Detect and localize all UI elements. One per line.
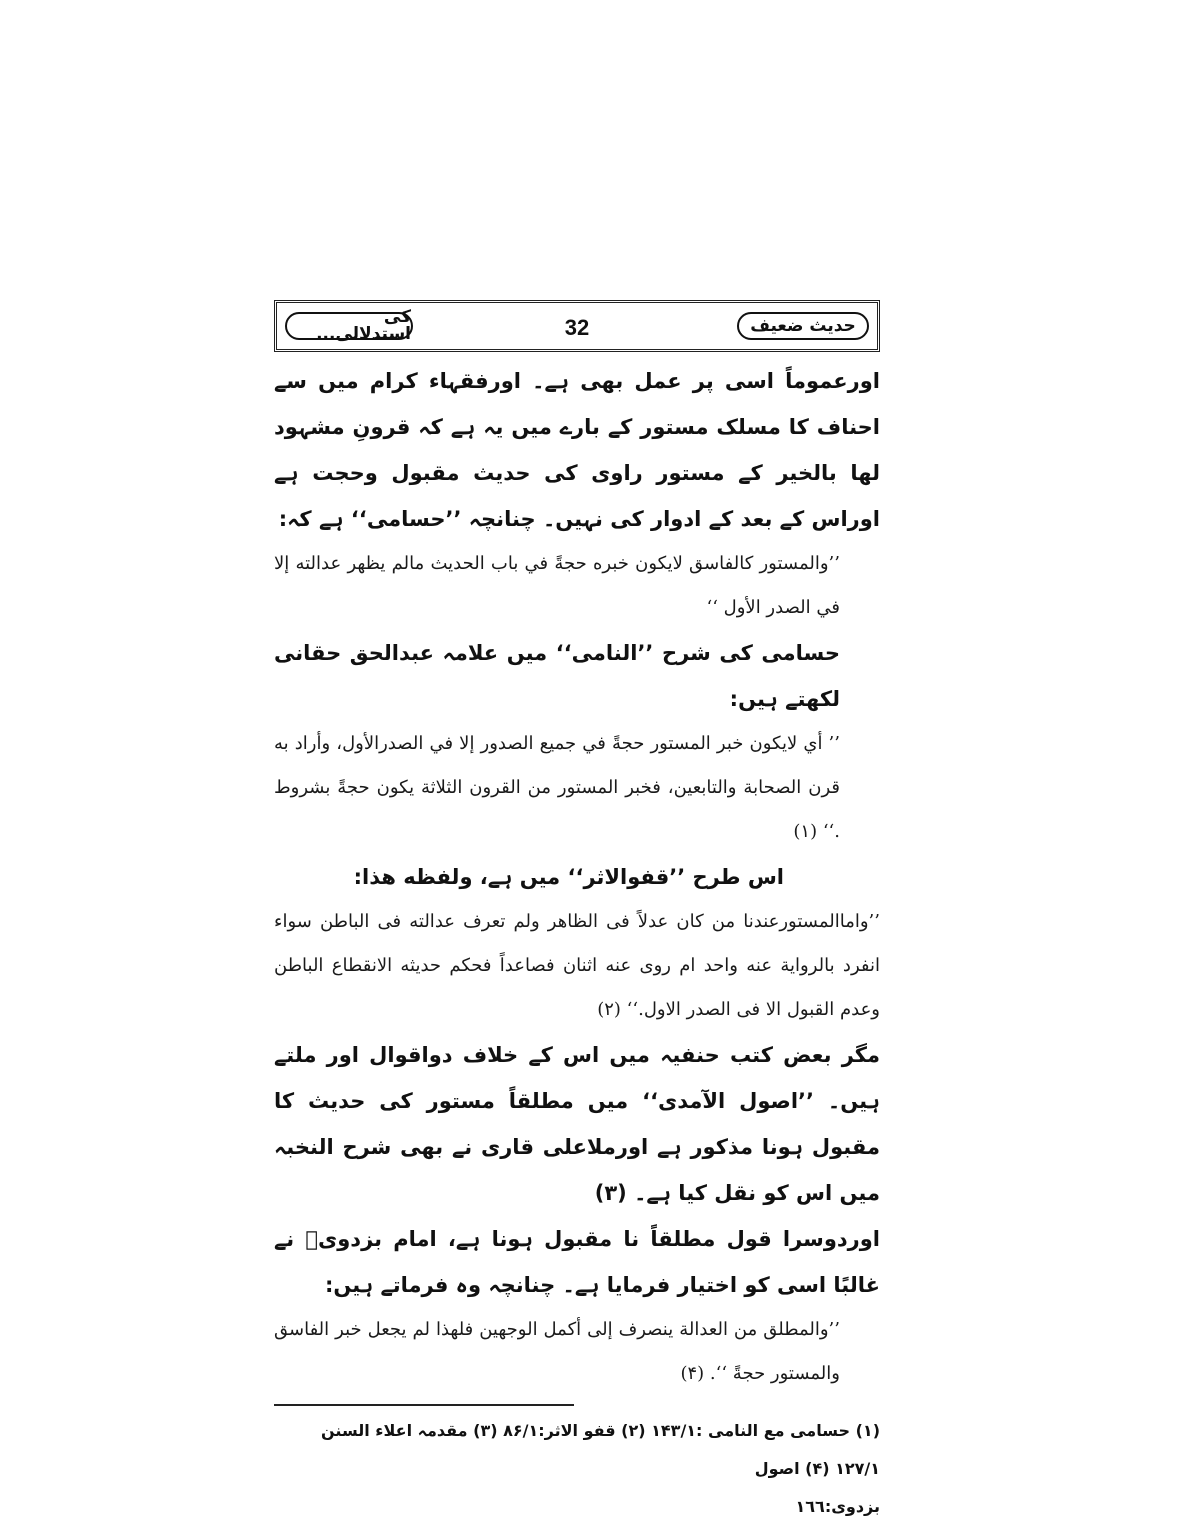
paragraph-hanafi-books: مگر بعض کتب حنفیہ میں اس کے خلاف دواقوال اور ملتے ہیں۔ ’’اصول الآمدی‘‘ میں مطلقاً مستور کی حدیث کا مقبول ہونا مذکور ہے اورملاعلی قاری نے بھی شرح النخبہ میں اس کو نقل کیا ہے۔ (۳) [274, 1043, 880, 1205]
chapter-title-badge: کی استدلالی... [285, 312, 413, 340]
footnote-line-1: (۱) حسامی مع النامی :۱۴۳/۱ (۲) قفو الاثر:۸۶/۱ (۳) مقدمہ اعلاء السنن ۱۲۷/۱ (۴) اصول [321, 1421, 880, 1478]
paragraph-bazdawi: اوردوسرا قول مطلقاً نا مقبول ہونا ہے، امام بزدویؒ نے غالبًا اسی کو اختیار فرمایا ہے۔ چنانچہ وہ فرماتے ہیں: [274, 1227, 880, 1297]
paragraph-intro: اورعموماً اسی پر عمل بھی ہے۔ اورفقہاء کرام میں سے احناف کا مسلک مستور کے بارے میں یہ ہے کہ قرونِ مشہود لھا بالخیر کے مستور راوی کی حدیث مقبول وحجت ہے اوراس کے بعد کے ادوار کی نہیں۔ چنانچہ ’’حسامی‘‘ ہے کہ: [274, 369, 880, 531]
footnotes [274, 1412, 880, 1526]
book-title-badge: حدیث ضعیف [737, 312, 869, 340]
footnote-divider-wrap [274, 1404, 880, 1406]
quote-nami: ’’ أي لايكون خبر المستور حجةً في جميع الصدور إلا في الصدرالأول، وأراد به قرن الصحابة والتابعين، فخبر المستور من القرون الثلاثة يكون حجةً بشروط .‘‘ (۱) [274, 733, 840, 842]
quote-hussami: ’’والمستور كالفاسق لايكون خبره حجةً في باب الحديث مالم يظهر عدالته إلا في الصدر الأول ‘‘ [274, 553, 840, 618]
paragraph-nami: حسامی کی شرح ’’النامی‘‘ میں علامہ عبدالحق حقانی لکھتے ہیں: [274, 641, 840, 711]
quote-bazdawi: ’’والمطلق من العدالة ينصرف إلى أكمل الوجهين فلهذا لم يجعل خبر الفاسق والمستور حجةً ‘‘. (۴) [274, 1319, 840, 1384]
footnote-line-2: بزدوی:۱٦٦ [795, 1497, 880, 1516]
paragraph-qafw: اس طرح ’’قفوالاثر‘‘ میں ہے، ولفظه هذا: [353, 865, 784, 889]
page-header [274, 300, 880, 352]
quote-qafw: ’’واماالمستورعندنا من كان عدلاً فى الظاهر ولم تعرف عدالته فى الباطن سواء انفرد بالرواية عنه واحد ام روى عنه اثنان فصاعداً فحكم حديثه الانقطاع الباطن وعدم القبول الا فى الصدر الاول.‘‘ (۲) [274, 911, 880, 1020]
page-body [274, 358, 880, 1396]
document-page [274, 300, 880, 1526]
footnote-divider [274, 1404, 574, 1406]
page-number: 32 [564, 315, 590, 340]
